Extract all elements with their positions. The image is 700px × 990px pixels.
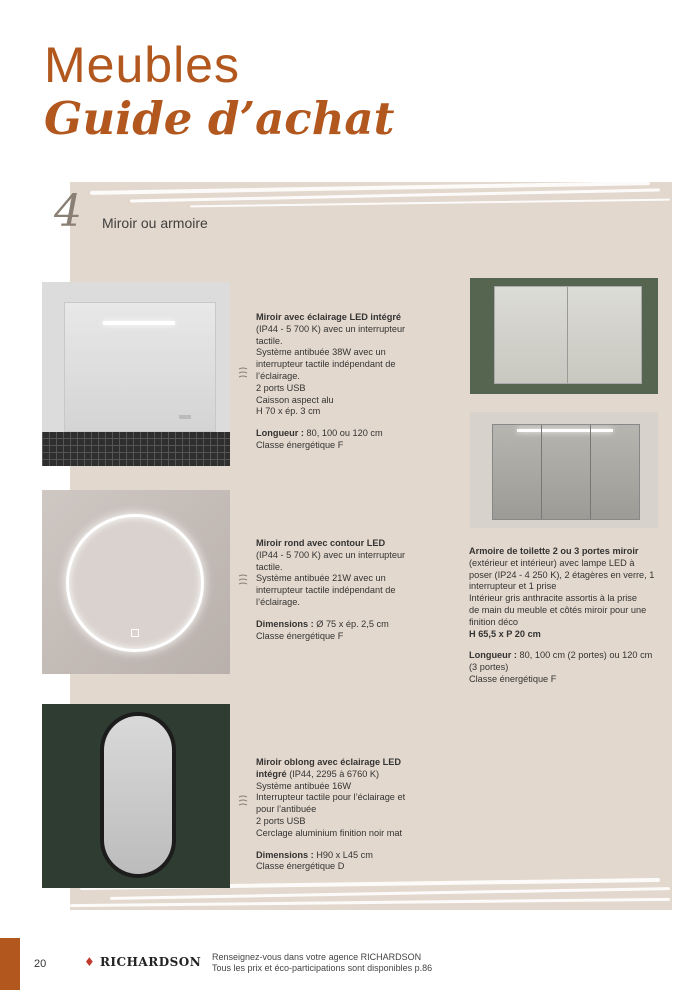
desc-line: (IP44 - 5 700 K) avec un interrupteur (256, 549, 406, 560)
product-name: Miroir avec éclairage LED intégré (256, 312, 402, 322)
round-mirror (66, 514, 204, 652)
door-split (567, 287, 568, 383)
desc-line: tactile. (256, 561, 283, 572)
desc-line: Système antibuée 16W (256, 780, 351, 791)
product-description-round-mirror (256, 538, 436, 642)
squiggle-icon (238, 574, 248, 586)
desc-line: poser (IP24 - 4 250 K), 2 étagères en verre, 1 (469, 569, 655, 580)
footer-line-1: Renseignez-vous dans votre agence RICHARDSON (212, 952, 422, 962)
led-mirror-image (42, 282, 230, 466)
desc-line: interrupteur et 1 prise (469, 581, 557, 592)
oblong-mirror-frame (100, 712, 176, 878)
spec-label: Dimensions : (256, 849, 314, 860)
product-description-led-mirror (256, 312, 436, 452)
squiggle-icon (238, 795, 248, 807)
brush-stripe (70, 898, 670, 907)
product-name-suffix: (IP44, 2295 à 6760 K) (286, 768, 380, 779)
footer-accent-bar (0, 938, 20, 990)
spec-label: Longueur : (469, 650, 517, 661)
oblong-mirror-glass (104, 716, 172, 874)
product-name: Miroir oblong avec éclairage LED (256, 757, 401, 767)
cabinet-dimensions: H 65,5 x P 20 cm (469, 628, 541, 639)
logo-icon: ♦ (84, 955, 96, 969)
spec-line (469, 650, 664, 662)
spec-value-cont: (3 portes) (469, 662, 509, 673)
desc-line: 2 ports USB (256, 382, 306, 393)
door-split (541, 425, 542, 519)
spec-line (256, 619, 436, 631)
spec-line (256, 850, 436, 862)
product-name: Armoire de toilette 2 ou 3 portes miroir (469, 546, 639, 556)
led-lamp (517, 429, 613, 432)
spec-value: 80, 100 cm (2 portes) ou 120 cm (516, 650, 653, 661)
spec-value: H90 x L45 cm (313, 849, 373, 860)
page-number: 20 (34, 958, 47, 970)
touch-switch (131, 629, 139, 637)
cabinet-body (492, 424, 640, 520)
door-split (590, 425, 591, 519)
cabinet-body (494, 286, 642, 384)
spec-value: 80, 100 ou 120 cm (303, 428, 383, 439)
squiggle-icon (238, 367, 248, 379)
desc-line: H 70 x ép. 3 cm (256, 406, 321, 417)
brand-name: RICHARDSON (99, 955, 202, 969)
desc-line: Caisson aspect alu (256, 394, 334, 405)
product-description-oblong-mirror (256, 757, 436, 873)
product-name: Miroir rond avec contour LED (256, 538, 386, 548)
brand-logo (84, 955, 201, 969)
cabinet-3-doors-image (470, 412, 658, 528)
desc-line: Cerclage aluminium finition noir mat (256, 827, 403, 838)
desc-line: finition déco (469, 616, 519, 627)
energy-class: Classe énergétique F (256, 630, 344, 641)
desc-line: de main du meuble et côtés miroir pour une (469, 604, 647, 615)
energy-class: Classe énergétique F (256, 439, 344, 450)
desc-line: 2 ports USB (256, 815, 306, 826)
product-description-cabinet (469, 546, 664, 686)
product-name-cont: intégré (256, 768, 287, 779)
touch-switch (179, 415, 191, 419)
spec-label: Longueur : (256, 428, 304, 439)
desc-line: l’éclairage. (256, 370, 300, 381)
oblong-mirror-image (42, 704, 230, 888)
brush-stripe (190, 199, 670, 208)
section-title: Miroir ou armoire (102, 215, 208, 231)
section-number: 4 (54, 186, 82, 237)
desc-line: Système antibuée 21W avec un (256, 573, 386, 584)
mirror-panel (64, 302, 216, 432)
spec-line (256, 428, 436, 440)
desc-line: Intérieur gris anthracite assortis à la prise (469, 593, 637, 604)
cabinet-2-doors-image (470, 278, 658, 394)
tile-wall (42, 432, 230, 466)
desc-line: pour l’antibuée (256, 804, 317, 815)
desc-line: Interrupteur tactile pour l’éclairage et (256, 792, 406, 803)
desc-line: interrupteur tactile indépendant de (256, 359, 396, 370)
spec-value: Ø 75 x ép. 2,5 cm (313, 618, 389, 629)
desc-line: (extérieur et intérieur) avec lampe LED à (469, 557, 635, 568)
led-strip (103, 321, 175, 325)
page-subtitle-guide: Guide d’achat (44, 92, 395, 145)
desc-line: Système antibuée 38W avec un (256, 347, 386, 358)
round-mirror-image (42, 490, 230, 674)
footer-line-2: Tous les prix et éco-participations sont disponibles p.86 (212, 963, 433, 973)
spec-label: Dimensions : (256, 618, 314, 629)
desc-line: l’éclairage. (256, 596, 300, 607)
energy-class: Classe énergétique D (256, 861, 345, 872)
energy-class: Classe énergétique F (469, 673, 557, 684)
desc-line: tactile. (256, 335, 283, 346)
footer-note (212, 952, 432, 974)
page-title-meubles: Meubles (44, 37, 240, 93)
desc-line: (IP44 - 5 700 K) avec un interrupteur (256, 323, 406, 334)
desc-line: interrupteur tactile indépendant de (256, 585, 396, 596)
